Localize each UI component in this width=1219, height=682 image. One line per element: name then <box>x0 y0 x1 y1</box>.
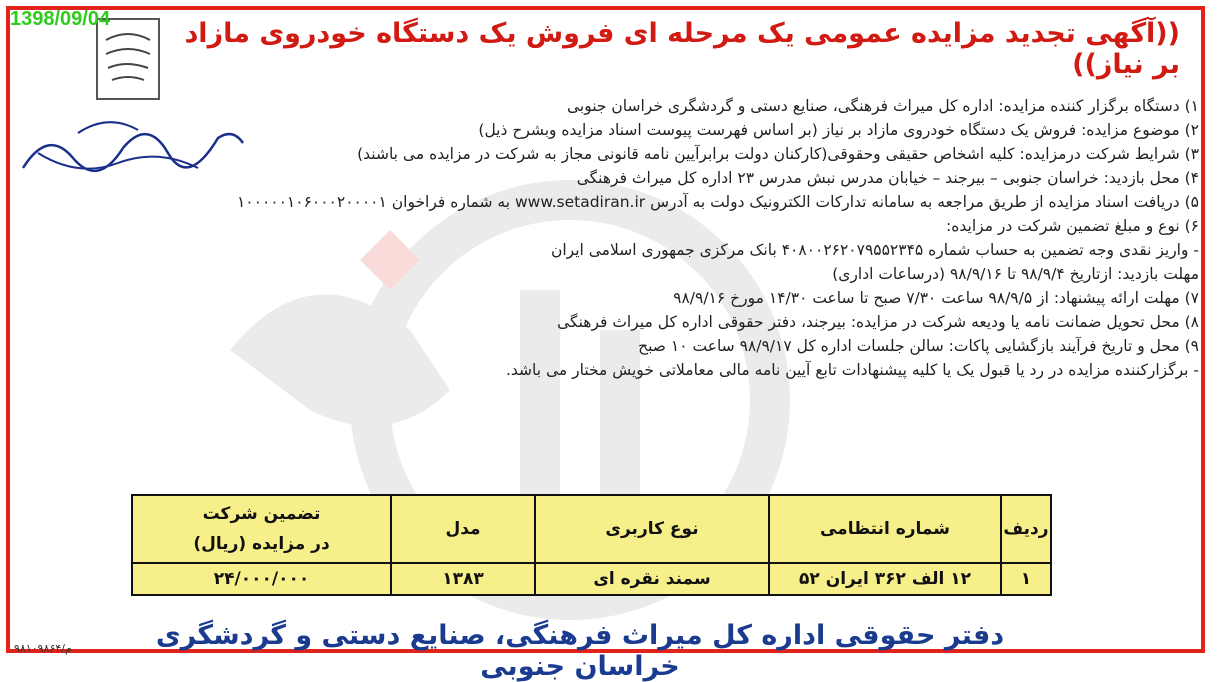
ad-code: م/۹۸۱۰۹۸۶۴ <box>14 642 72 655</box>
announcement-body <box>236 94 1199 382</box>
clause-note: - برگزارکننده مزایده در رد یا قبول یک یا کلیه پیشنهادات تابع آیین نامه مالی معاملاتی خویش مختار می باشد. <box>505 361 1199 379</box>
announcement-title: ((آگهی تجدید مزایده عمومی یک مرحله ای فروش یک دستگاه خودروی مازاد بر نیاز)) <box>184 18 1180 80</box>
cell-row-number: ۱ <box>1001 563 1051 595</box>
header-guarantee: تضمین شرکت در مزایده (ریال) <box>132 495 391 563</box>
cell-model: ۱۳۸۳ <box>391 563 535 595</box>
cell-vehicle-type: سمند نقره ای <box>535 563 769 595</box>
clause-7: ۷) مهلت ارائه پیشنهاد: از ۹۸/۹/۵ ساعت ۷/۳۰ صبح تا ساعت ۱۴/۳۰ مورخ ۹۸/۹/۱۶ <box>673 289 1199 307</box>
signature-image <box>18 108 248 188</box>
clause-8: ۸) محل تحویل ضمانت نامه یا ودیعه شرکت در مزایده: بیرجند، دفتر حقوقی اداره کل میراث فرهنگی <box>557 313 1199 331</box>
header-row-number: ردیف <box>1001 495 1051 563</box>
clause-9: ۹) محل و تاریخ فرآیند بازگشایی پاکات: سالن جلسات اداره کل ۹۸/۹/۱۷ ساعت ۱۰ صبح <box>638 337 1199 355</box>
clause-6: ۶) نوع و مبلغ تضمین شرکت در مزایده: <box>946 217 1199 235</box>
cell-guarantee: ۲۴/۰۰۰/۰۰۰ <box>132 563 391 595</box>
table-header-row <box>132 495 1051 563</box>
visit-deadline: مهلت بازدید: ازتاریخ ۹۸/۹/۴ تا ۹۸/۹/۱۶ (درساعات اداری) <box>832 265 1199 283</box>
header-plate-number: شماره انتظامی <box>769 495 1001 563</box>
issuer-footer: دفتر حقوقی اداره کل میراث فرهنگی، صنایع دستی و گردشگری خراسان جنوبی <box>155 620 1005 682</box>
table-row <box>132 563 1051 595</box>
header-model: مدل <box>391 495 535 563</box>
date-stamp: 1398/09/04 <box>10 8 111 30</box>
clause-5: ۵) دریافت اسناد مزایده از طریق مراجعه به سامانه تدارکات الکترونیک دولت به آدرس www.setadiran.ir به شماره فراخوان ۱۰۰۰۰۰۱۰۶۰۰۰۲۰۰۰۰۱ <box>236 193 1199 211</box>
cell-plate-number: ۱۲ الف ۳۶۲ ایران ۵۲ <box>769 563 1001 595</box>
clause-3: ۳) شرایط شرکت درمزایده: کلیه اشخاص حقیقی وحقوقی(کارکنان دولت برابرآیین نامه قانونی مجاز به شرکت در مزایده می باشند) <box>357 145 1199 163</box>
header-vehicle-type: نوع کاربری <box>535 495 769 563</box>
clause-1: ۱) دستگاه برگزار کننده مزایده: اداره کل میراث فرهنگی، صنایع دستی و گردشگری خراسان جنوبی <box>566 97 1199 115</box>
clause-4: ۴) محل بازدید: خراسان جنوبی – بیرجند – خیابان مدرس نبش مدرس ۲۳ اداره کل میراث فرهنگی <box>576 169 1199 187</box>
clause-2: ۲) موضوع مزایده: فروش یک دستگاه خودروی مازاد بر نیاز (بر اساس فهرست پیوست اسناد مزایده وبشرح ذیل) <box>478 121 1199 139</box>
vehicle-table <box>131 494 1052 596</box>
clause-6-deposit: - واریز نقدی وجه تضمین به حساب شماره ۴۰۸۰۰۲۶۲۰۷۹۵۵۲۳۴۵ بانک مرکزی جمهوری اسلامی ایران <box>550 241 1199 259</box>
